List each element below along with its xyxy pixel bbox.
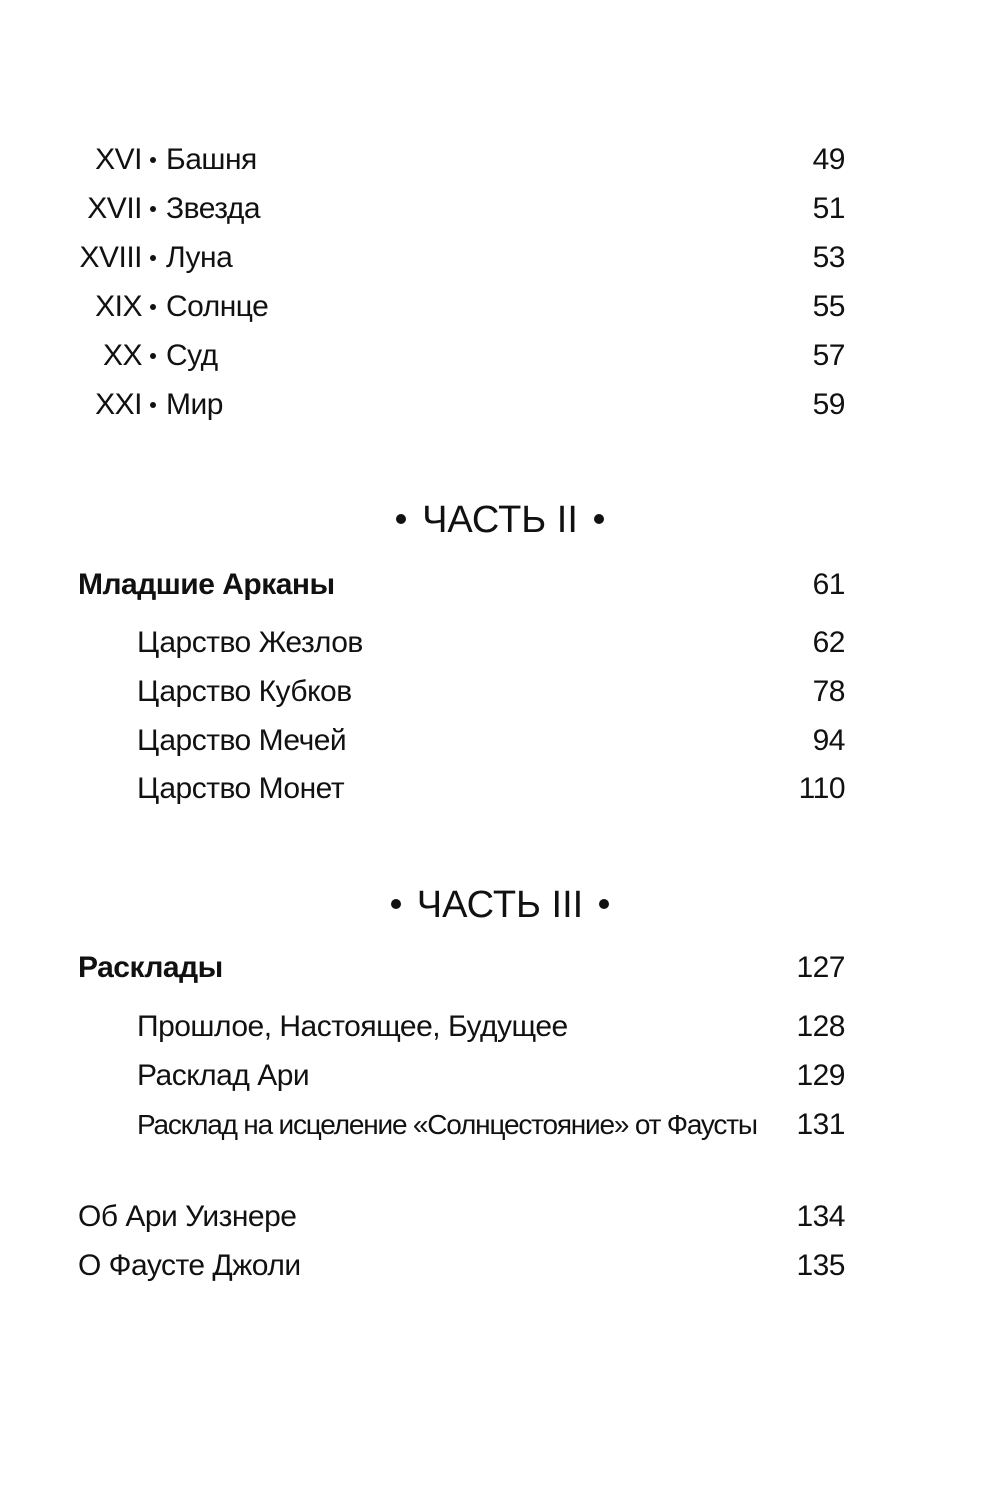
toc-section-title: Расклады (78, 951, 223, 984)
bullet-icon (150, 206, 156, 212)
part-heading (0, 495, 1000, 545)
bullet-icon (150, 402, 156, 408)
toc-entry-title: О Фаусте Джоли (78, 1249, 301, 1282)
toc-page-number: 57 (812, 339, 845, 372)
toc-page-number: 78 (812, 675, 845, 708)
toc-page-number: 55 (812, 290, 845, 323)
toc-entry-arcana (76, 287, 268, 327)
roman-numeral: XX (102, 339, 142, 372)
toc-entry-title: Царство Жезлов (137, 626, 363, 659)
toc-section-title: Младшие Арканы (78, 568, 335, 601)
roman-numeral: XXI (95, 388, 142, 421)
bullet-icon (150, 353, 156, 359)
toc-entry-title: Царство Мечей (137, 724, 347, 757)
bullet-icon (150, 157, 156, 163)
toc-page-number: 49 (812, 143, 845, 176)
bullet-icon (594, 514, 604, 524)
toc-page-number: 128 (796, 1010, 845, 1043)
toc-entry-title: Царство Кубков (137, 675, 352, 708)
roman-numeral: XVI (95, 143, 142, 176)
toc-entry-arcana (76, 385, 223, 425)
toc-entry-title: Прошлое, Настоящее, Будущее (137, 1010, 568, 1043)
toc-page-number: 61 (812, 568, 845, 601)
toc-entry-title: Об Ари Уизнере (78, 1200, 297, 1233)
toc-page-number: 127 (796, 951, 845, 984)
toc-page-number: 59 (812, 388, 845, 421)
toc-page-number: 53 (812, 241, 845, 274)
part-heading-text: ЧАСТЬ II (422, 499, 578, 541)
toc-entry-title: Луна (166, 241, 233, 274)
toc-page-number: 110 (798, 772, 845, 805)
toc-page-number: 51 (812, 192, 845, 225)
toc-entry-arcana (76, 238, 232, 278)
roman-numeral: XIX (95, 290, 142, 323)
toc-entry-title: Башня (166, 143, 257, 176)
bullet-icon (391, 899, 401, 909)
bullet-icon (396, 514, 406, 524)
toc-entry-arcana (76, 189, 260, 229)
bullet-icon (150, 255, 156, 261)
toc-entry-title: Звезда (166, 192, 261, 225)
toc-entry-title: Расклад на исцеление «Солнцестояние» от Фаусты (137, 1109, 757, 1140)
toc-entry-arcana (76, 336, 218, 376)
bullet-icon (599, 899, 609, 909)
part-heading (0, 880, 1000, 930)
toc-page-number: 131 (796, 1108, 845, 1141)
roman-numeral: XVIII (79, 241, 142, 274)
toc-page-number: 94 (812, 724, 845, 757)
toc-entry-title: Мир (166, 388, 223, 421)
toc-page-number: 129 (796, 1059, 845, 1092)
part-heading-text: ЧАСТЬ III (416, 884, 584, 926)
toc-entry-title: Царство Монет (137, 772, 345, 805)
roman-numeral: XVII (87, 192, 142, 225)
toc-entry-title: Расклад Ари (137, 1059, 310, 1092)
toc-page-number: 134 (796, 1200, 845, 1233)
bullet-icon (150, 304, 156, 310)
toc-page-number: 62 (812, 626, 845, 659)
toc-entry-arcana (76, 140, 257, 180)
toc-entry-title: Солнце (166, 290, 269, 323)
toc-entry-title: Суд (166, 339, 218, 372)
toc-page-number: 135 (796, 1249, 845, 1282)
